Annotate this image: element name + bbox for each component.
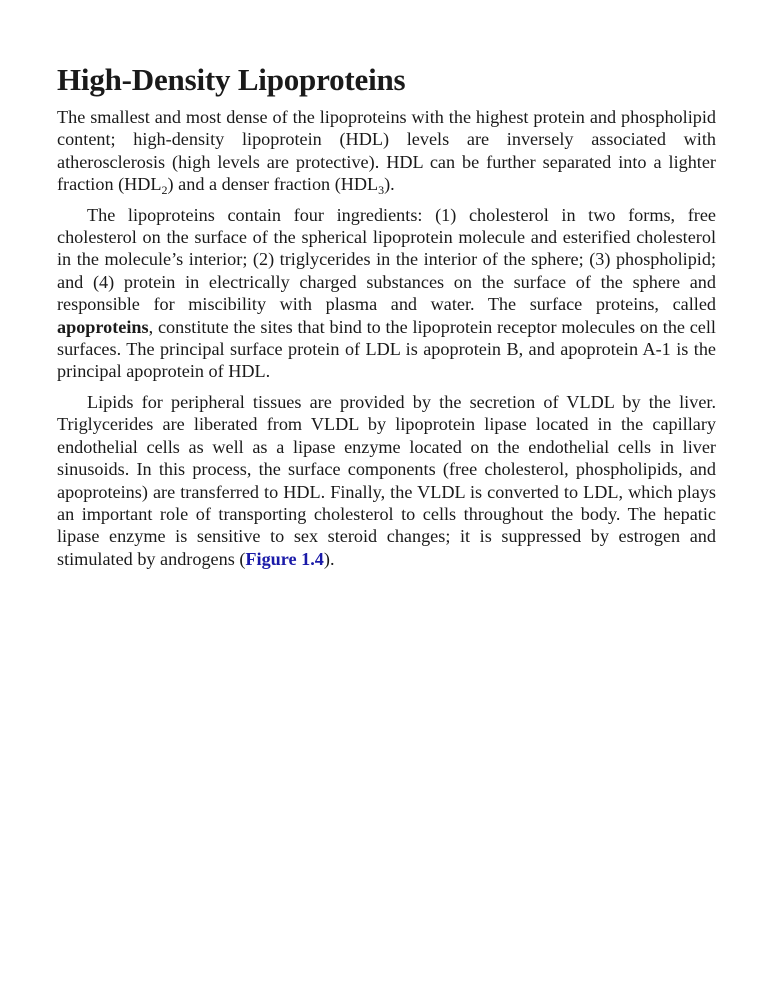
paragraph-ingredients [57,204,716,383]
paragraph-text: ). [323,548,335,569]
subscript: 3 [378,183,385,198]
paragraph-text: ) and a denser fraction (HDL [167,174,379,195]
subscript: 2 [161,183,168,198]
paragraph-text: ). [384,174,395,195]
paragraph-definition [57,106,716,196]
figure-link[interactable]: Figure 1.4 [245,548,324,569]
section-title: High-Density Lipoproteins [57,62,406,97]
bold-term: apoproteins [57,316,149,337]
paragraph-text: , constitute the sites that bind to the lipoprotein receptor molecules on the cell surfaces. The principal surface protein of LDL is apoprotein B, and apoprotein A-1 is the principal apoprotein of HDL. [57,316,716,382]
paragraph-peripheral-lipids [57,391,716,570]
document-page [57,60,716,578]
paragraph-text: The smallest and most dense of the lipoproteins with the highest protein and phospholipid content; high-density lipoprotein (HDL) levels are inversely associated with atherosclerosis (high levels are protective). HDL can be further separated into a lighter fraction (HDL [57,107,716,195]
paragraph-text: The lipoproteins contain four ingredients: (1) cholesterol in two forms, free cholesterol on the surface of the spherical lipoprotein molecule and esterified cholesterol in the molecule’s interior; (2) triglycerides in the interior of the sphere; (3) phospholipid; and (4) protein in electrically charged substances on the surface of the sphere and responsible for miscibility with plasma and water. The surface proteins, called [57,204,716,315]
paragraph-text: Lipids for peripheral tissues are provided by the secretion of VLDL by the liver. Triglycerides are liberated from VLDL by lipoprotein lipase located in the capillary endothelial cells as well as a lipase enzyme located on the endothelial cells in liver sinusoids. In this process, the surface components (free cholesterol, phospholipids, and apoproteins) are transferred to HDL. Finally, the VLDL is converted to LDL, which plays an important role of transporting cholesterol to cells throughout the body. The hepatic lipase enzyme is sensitive to sex steroid changes; it is suppressed by estrogen and stimulated by androgens ( [57,391,716,569]
